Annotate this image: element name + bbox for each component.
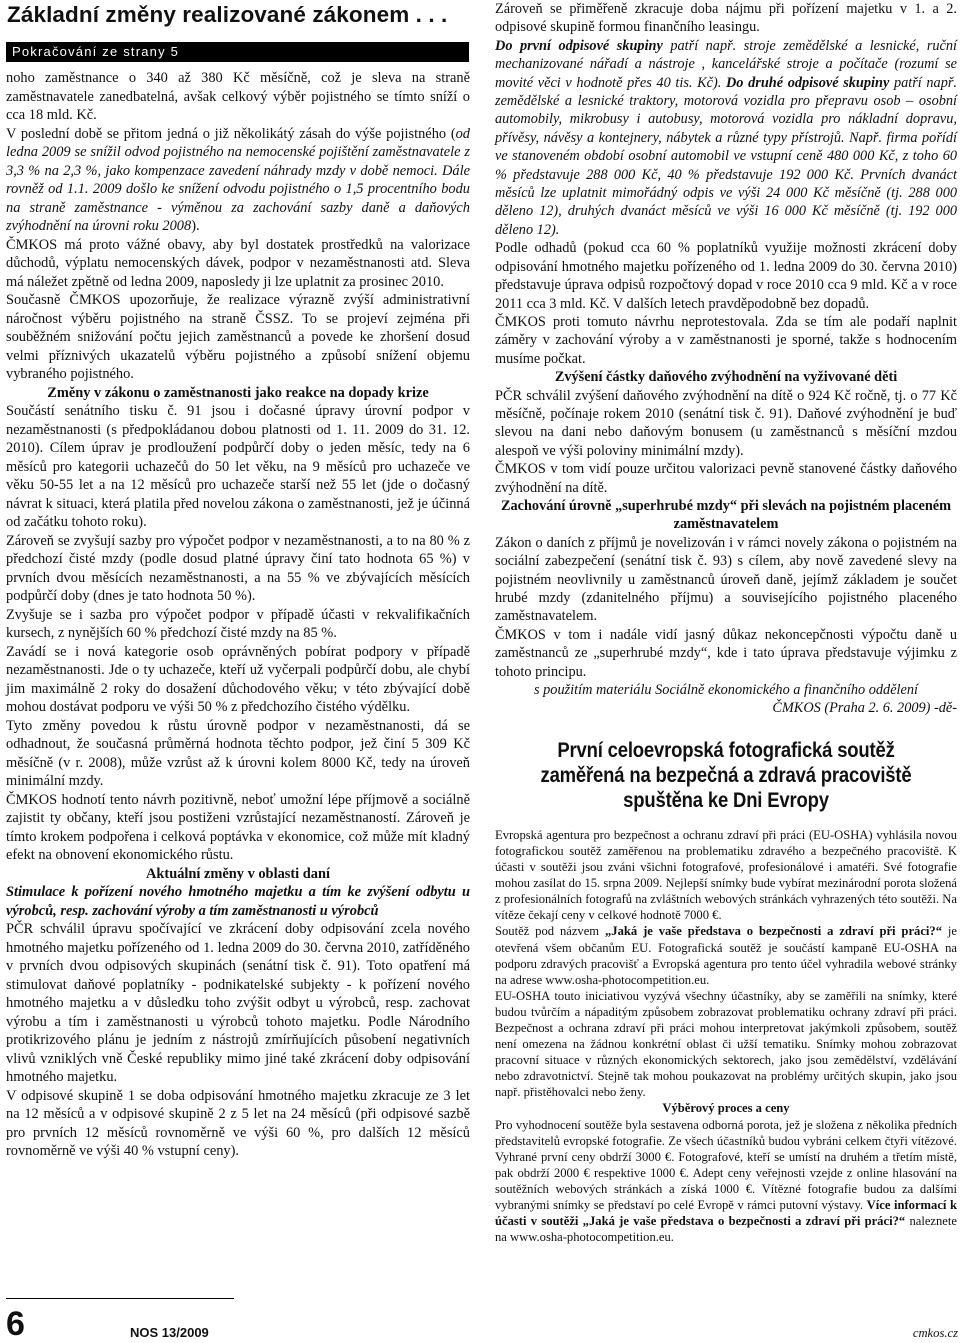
paragraph: PČR schválil zvýšení daňového zvýhodnění na dítě o 924 Kč ročně, tj. o 77 Kč měsíčně, počínaje rokem 2010 (senátní tisk č. 91). Daňové zvýhodnění je buď slevou na dani nebo daňovým bonusem (u zaměstnanců s měsíční mzdou alespoň ve výši poloviny minimální mzdy). <box>495 387 957 459</box>
paragraph <box>495 923 957 987</box>
text: patří např. stroje zemědělské a lesnické, ruční mechanizované nářadí a nástroje , kancelářské stroje a počítače (rozumí se movité věci v hodnotě přes 40 tis. Kč). <box>495 37 957 91</box>
page-footer <box>6 1295 470 1343</box>
text: Soutěž pod názvem <box>495 924 605 939</box>
bold-text: „Jaká je vaše představa o bezpečnosti a zdraví při práci?“ <box>605 924 943 939</box>
right-column <box>495 0 957 1245</box>
paragraph: ČMKOS v tom i nadále vidí jasný důkaz nekoncepčnosti výpočtu daně u zaměstnanců ze „superhrubé mzdy“, kde i tato úprava představuje výjimku z tohoto principu. <box>495 626 957 680</box>
paragraph: Součástí senátního tisku č. 91 jsou i dočasné úpravy úrovní podpor v nezaměstnanosti (s předpokládanou dobou platnosti od 1. 11. 2009 do 31. 12. 2010). Cílem úprav je prodloužení podpůrčí doby o jeden měsíc, tedy na 6 měsíců pro kategorii uchazečů do 50 let věku, na 9 měsíců pro uchazeče ve věku 50-55 let a na 12 měsíců pro uchazeče starší než 55 let (jde o dočasný návrat k situaci, která platila před novelou zákona o zaměstnanosti, jež je účinná od začátku tohoto roku). <box>6 403 470 530</box>
section-heading: Změny v zákonu o zaměstnanosti jako reakce na dopady krize <box>47 384 429 401</box>
text: Pro vyhodnocení soutěže byla sestavena odborná porota, jež je složena z několika předních představitelů evropské fotografie. Ze všech účastníků budou vybráni celkem čtyři vítězové. Vyhrané první ceny obdrží 3000 €. Fotografové, kteří se umístí na druhém a třetím místě, pak obdrží 2000 € respektive 1000 €. Adept ceny veřejnosti vzejde z online hlasování na soutěžních webových stránkách a získá 1000 €. Vítězné fotografie budou za dalšími vybranými snímky se představí po celé Evropě v rámci putovní výstavy. <box>495 1117 957 1212</box>
paragraph: Zároveň se přiměřeně zkracuje doba nájmu při pořízení majetku v 1. a 2. odpisové skupině formou finančního leasingu. <box>495 1 957 36</box>
italic-text: od ledna 2009 se snížil odvod pojistného na nemocenské pojištění zaměstnavatele z 3,3 % na 2,3 %, jako kompenzace zavedení náhrady mzdy v době nemoci. Dále rovněž od 1.1. 2009 došlo ke snížení odvodu pojistného o 1,5 procentního bodu na straně zaměstnance - výměnou za zachování sazby daně a daňových zvýhodnění na úrovni roku 2008 <box>6 125 470 234</box>
article-headline: První celoevropská fotografická soutěž zaměřená na bezpečná a zdravá pracoviště spuštěna ke Dni Evropy <box>540 738 912 812</box>
text: V poslední době se přitom jedná o již několikátý zásah do výše pojistného ( <box>6 125 456 142</box>
italic-subheading: Stimulace k pořízení nového hmotného majetku a tím ke zvýšení odbytu u výrobců, resp. zachování výroby a tím zaměstnanosti u výrobců <box>6 884 470 919</box>
source-note: s použitím materiálu Sociálně ekonomického a finančního oddělení <box>534 682 918 699</box>
source-note: ČMKOS (Praha 2. 6. 2009) -dě- <box>772 700 957 717</box>
bold-text: Více informací k účasti v soutěži „Jaká je vaše představa o bezpečnosti a zdraví při práci?“ <box>495 1198 957 1229</box>
text: ). <box>191 218 200 234</box>
section-heading: Aktuální změny v oblasti daní <box>146 865 330 882</box>
footer-rule <box>6 1298 234 1299</box>
paragraph: Zákon o daních z příjmů je novelizován i v rámci novely zákona o pojistném na sociální zabezpečení (senátní tisk č. 93) s cílem, aby nově zavedené slevy na pojistném neovlivnily u zaměstnanců úroveň daně, jejímž základem je součet hrubé mzdy (zdanitelného příjmu) a souvisejícího pojistného placeného zaměstnavatelem. <box>495 534 957 625</box>
article-body <box>495 827 957 1245</box>
signoff: cmkos.cz <box>912 1326 958 1340</box>
paragraph: Zavádí se i nová kategorie osob oprávněných pobírat podpory v případě nezaměstnanosti. Jde o ty uchazeče, kteří už vyčerpali podpůrčí dobu, ale chybí jim maximálně 2 roky do dosažení důchodového věku; v této zbývající době mohou dostávat podporu ve výši 50 % z předchozího čistého výdělku. <box>6 643 470 715</box>
paragraph: EU-OSHA touto iniciativou vyzývá všechny účastníky, aby se zaměřili na snímky, které budou tvůrčím a nápaditým způsobem zobrazovat problematiku ochrany zdraví při práci. Bezpečnost a ochrana zdraví při práci mohou interpretovat jakýmkoli způsobem, soutěž není omezena na žádnou konkrétní oblast či užší tematiku. Snímky mohou zobrazovat pracovní situace v různých ekonomických sektorech, jako jsou zemědělství, vzdělávání nebo zdravotnictví. Stejně tak mohou poukazovat na problémy určitých skupin, jako jsou např. přistěhovalci nebo ženy. <box>495 988 957 1100</box>
paragraph: PČR schválil úpravu spočívající ve zkrácení doby odpisování zcela nového hmotného majetku pořízeného od 1. ledna 2009 do 30. června 2010, zatříděného v prvních dvou odpisových skupinách (senátní tisk č. 91). Toto opatření má stimulovat daňové poplatníky - podnikatelské subjekty - k pořízení nového hmotného majetku a v důsledku toho zvýšit odbyt u výrobců, resp. zachovat výrobu a tím i zaměstnanosti u výrobců tohoto majetku. Podle Národního protikrizového plánu je jedním z nástrojů zmírňujících působení negativních vlivů vzniklých vně České republiky mimo jiné také zkrácení doby odpisování hmotného majetku. <box>6 921 470 1085</box>
bold-text: Do první odpisové skupiny <box>495 37 663 54</box>
paragraph: Zvyšuje se i sazba pro výpočet podpor v případě účasti v rekvalifikačních kursech, z nynějších 60 % předchozí čisté mzdy na 85 %. <box>6 606 470 641</box>
text: je otevřená všem občanům EU. Fotografická soutěž je součástí kampaně EU-OSHA na podporu zdravých pracovišť a Evropská agentura pro tento účel vyhradila webové stránky na adrese www.osha-photocompetition.eu. <box>495 924 957 987</box>
paragraph: Podle odhadů (pokud cca 60 % poplatníků využije možnosti zkrácení doby odpisování hmotného majetku pořízeného od 1. ledna 2009 do 30. června 2010) představuje úprava odpisů rozpočtový dopad v roce 2010 cca 9 mld. Kč a v roce 2011 cca 3 mld. Kč. V dalších letech pravděpodobně bez dopadů. <box>495 240 957 312</box>
issue-label: NOS 13/2009 <box>130 1325 209 1340</box>
paragraph: ČMKOS hodnotí tento návrh pozitivně, neboť umožní lépe příjmově a sociálně zajistit ty občany, kteří jsou postiženi vzrůstající nezaměstnaností. Zároveň je tímto krokem podpořena i celková poptávka v ekonomice, což může mít kladný efekt na obnovení ekonomického růstu. <box>6 791 470 863</box>
paragraph <box>495 37 957 239</box>
section-heading: Zachování úrovně „superhrubé mzdy“ při slevách na pojistném placeném zaměstnavatelem <box>500 497 952 533</box>
paragraph: Tyto změny povedou k růstu úrovně podpor v nezaměstnanosti, dá se odhadnout, že současná průměrná hodnota těchto podpor, jež činí 5 309 Kč měsíčně (v r. 2008), může vzrůst až k úrovni kolem 8000 Kč, tedy na úroveň minimální mzdy. <box>6 717 470 789</box>
text: patří např. zemědělské a lesnické traktory, motorová vozidla pro přepravu osob – osobní automobily, mikrobusy i autobusy, motorová vozidla pro nákladní dopravu, přívěsy, návěsy a kontejnery, nábytek a různé typy přístrojů. Např. firma pořídí ve stanoveném období osobní automobil ve vstupní ceně 480 000 Kč, z toho 60 % představuje 288 000 Kč, 40 % představuje 192 000 Kč. Prvních dvanáct měsíců lze uplatnit mimořádný odpis ve výši 24 000 Kč měsíčně (tj. 288 000 děleno 12), druhých dvanáct měsíců ve výši 16 000 Kč měsíčně (tj. 192 000 děleno 12). <box>495 74 957 238</box>
article-title: Základní změny realizované zákonem . . . <box>7 2 448 27</box>
paragraph: noho zaměstnance o 340 až 380 Kč měsíčně, což je sleva na straně zaměstnavatele zanedbatelná, avšak celkový výběr pojistného se tímto sníží o cca 18 mld. Kč. <box>6 70 470 123</box>
bold-text: Do druhé odpisové skupiny <box>725 74 890 91</box>
continuation-bar: Pokračování ze strany 5 <box>6 42 469 62</box>
paragraph: ČMKOS v tom vidí pouze určitou valorizaci pevně stanovené částky daňového zvýhodnění na dítě. <box>495 461 957 496</box>
section-heading: Zvýšení částky daňového zvýhodnění na vyživované děti <box>554 369 898 386</box>
paragraph: Evropská agentura pro bezpečnost a ochranu zdraví při práci (EU-OSHA) vyhlásila novou fotografickou soutěž zaměřenou na problematiku zdravého a bezpečného pracoviště. K účasti v soutěži jsou zváni všichni fotografové, profesionálové i amatéři. Své fotografie mohou zasílat do 15. srpna 2009. Nejlepší snímky bude vybírat mezinárodní porota složená z profesionálních fotografů na zvláštních webových stránkách vyhrazených této soutěži. Na vítěze čekají ceny v celkové hodnotě 7000 €. <box>495 827 957 923</box>
paragraph: ČMKOS má proto vážné obavy, aby byl dostatek prostředků na valorizace důchodů, výplatu nemocenských dávek, podpor v nezaměstnanosti atd. Sleva má náležet zpětně od ledna 2009, naposledy ji lze uplatnit za prosinec 2010. <box>6 236 470 290</box>
paragraph: Zároveň se zvyšují sazby pro výpočet podpor v nezaměstnanosti, a to na 80 % z předchozí čisté mzdy (podle dosud platné úpravy činí tato hodnota 65 %) v prvních dvou měsících nezaměstnanosti, a na 55 % ve zbývajících měsících podpůrčí doby (dnes je tato hodnota 50 %). <box>6 532 470 604</box>
section-heading: Výběrový proces a ceny <box>662 1101 790 1116</box>
left-column <box>6 0 470 1161</box>
paragraph: Současně ČMKOS upozorňuje, že realizace výrazně zvýší administrativní náročnost výběru pojistného na straně ČSSZ. To se projeví zejména při souběžném snižování počtu jejich zaměstnanců a povede ke zhoršení dosud velmi příznivých ukazatelů výběru pojistného a způsobí snížení objemu vybraného pojistného. <box>6 292 470 382</box>
text: naleznete na www.osha-photocompetition.eu. <box>495 1214 957 1245</box>
paragraph: ČMKOS proti tomuto návrhu neprotestovala. Zda se tím ale podaří naplnit záměry v zachování výroby a v zaměstnanosti je sporné, takže s hodnocením musíme počkat. <box>495 313 957 367</box>
page-number: 6 <box>6 1305 25 1343</box>
paragraph <box>495 1117 957 1246</box>
paragraph: V odpisové skupině 1 se doba odpisování hmotného majetku zkracuje ze 3 let na 12 měsíců a v odpisové skupině 2 z 5 let na 24 měsíců (při odpisové sazbě pro prvních 12 měsíců rovnoměrně ve výši 60 %, pro dalších 12 měsíců rovnoměrně ve výši 40 % vstupní ceny). <box>6 1087 470 1159</box>
paragraph <box>6 125 470 236</box>
